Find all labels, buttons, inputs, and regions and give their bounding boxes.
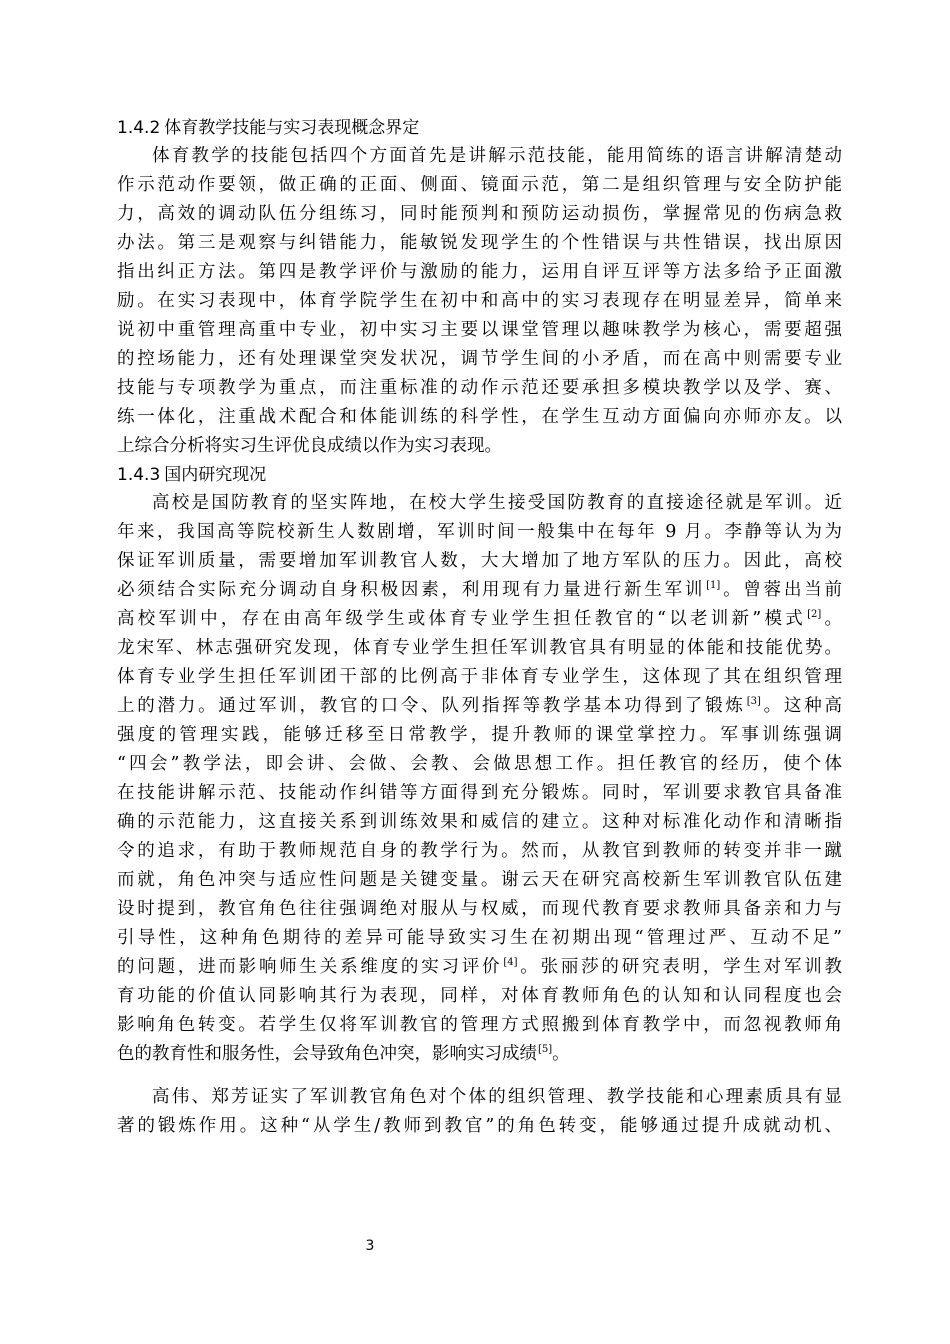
text-line bbox=[117, 576, 842, 605]
text-line: 练一体化，注重战术配合和体能训练的科学性，在学生互动方面偏向亦师亦友。以 bbox=[117, 407, 842, 427]
section-title: 体育教学技能与实习表现概念界定 bbox=[164, 118, 420, 138]
text-line: 引导性，这种角色期待的差异可能导致实习生在初期出现“管理过严、互动不足” bbox=[117, 928, 842, 948]
citation-ref-2[interactable]: [2] bbox=[807, 609, 822, 620]
text-line: 在技能讲解示范、技能动作纠错等方面得到充分锻炼。同时，军训要求教官具备准 bbox=[117, 783, 842, 803]
text-line: 设时提到，教官角色往往强调绝对服从与权威，而现代教育要求教师具备亲和力与 bbox=[117, 899, 842, 919]
text-line: 技能与专项教学为重点，而注重标准的动作示范还要承担多模块教学以及学、赛、 bbox=[117, 378, 842, 398]
paragraph bbox=[117, 1083, 842, 1141]
text-line: 确的示范能力，这直接关系到训练效果和威信的建立。这种对标准化动作和清晰指 bbox=[117, 812, 842, 832]
text-line: 影响角色转变。若学生仅将军训教官的管理方式照搬到体育教学中，而忽视教师角 bbox=[117, 1015, 842, 1035]
text-line: 龙宋军、林志强研究发现，体育专业学生担任军训教官具有明显的体能和技能优势。 bbox=[117, 638, 842, 658]
text-segment: 。张丽莎的研究表明，学生对军训教 bbox=[517, 957, 843, 977]
text-line: 高伟、郑芳证实了军训教官角色对个体的组织管理、教学技能和心理素质具有显 bbox=[152, 1087, 842, 1107]
text-line: 作示范动作要领，做正确的正面、侧面、镜面示范，第二是组织管理与安全防护能 bbox=[117, 175, 842, 195]
citation-ref-1[interactable]: [1] bbox=[706, 580, 721, 591]
text-segment: 必须结合实际充分调动自身积极因素，利用现有力量进行新生军训 bbox=[117, 580, 706, 600]
section-title: 国内研究现况 bbox=[164, 465, 267, 485]
section-number: 1.4.3 bbox=[117, 465, 161, 485]
section-heading-1-4-3 bbox=[117, 461, 842, 489]
text-segment: 。这种高 bbox=[760, 696, 842, 716]
text-line: 体育教学的技能包括四个方面首先是讲解示范技能，能用简练的语言讲解清楚动 bbox=[152, 146, 842, 166]
text-line: 年来，我国高等院校新生人数剧增，军训时间一般集中在每年 9 月。李静等认为为 bbox=[117, 522, 842, 542]
section-number: 1.4.2 bbox=[117, 118, 161, 138]
text-segment: 的问题，进而影响师生关系维度的实习评价 bbox=[117, 957, 503, 977]
text-line: 强度的管理实践，能够迁移至日常教学，提升教师的课堂掌控力。军事训练强调 bbox=[117, 725, 842, 745]
section-heading-1-4-2 bbox=[117, 114, 842, 142]
text-line: 指出纠正方法。第四是教学评价与激励的能力，运用自评互评等方法多给予正面激 bbox=[117, 262, 842, 282]
text-line bbox=[117, 1040, 842, 1069]
citation-ref-5[interactable]: [5] bbox=[538, 1044, 553, 1055]
text-line: 高校是国防教育的坚实阵地，在校大学生接受国防教育的直接途径就是军训。近 bbox=[152, 493, 842, 513]
text-line: 上综合分析将实习生评优良成绩以作为实习表现。 bbox=[117, 436, 502, 456]
text-line: 育功能的价值认同影响其行为表现，同样，对体育教师角色的认知和认同程度也会 bbox=[117, 986, 842, 1006]
text-segment: 。 bbox=[821, 609, 843, 629]
paragraph-spacing bbox=[117, 1069, 842, 1083]
text-segment: 高校军训中，存在由高年级学生或体育专业学生担任教官的“以老训新”模式 bbox=[117, 609, 807, 629]
citation-ref-4[interactable]: [4] bbox=[503, 957, 518, 968]
text-line bbox=[117, 692, 842, 721]
text-line: 令的追求，有助于教师规范自身的教学行为。然而，从教官到教师的转变并非一蹴 bbox=[117, 841, 842, 861]
text-segment: 。曾蓉出当前 bbox=[720, 580, 843, 600]
text-line: 著的锻炼作用。这种“从学生/教师到教官”的角色转变，能够通过提升成就动机、 bbox=[117, 1116, 842, 1136]
paragraph bbox=[117, 489, 842, 1069]
citation-ref-3[interactable]: [3] bbox=[746, 696, 761, 707]
text-segment: 色的教育性和服务性，会导致角色冲突，影响实习成绩 bbox=[117, 1044, 537, 1064]
text-line: 励。在实习表现中，体育学院学生在初中和高中的实习表现存在明显差异，简单来 bbox=[117, 291, 842, 311]
text-line bbox=[117, 605, 842, 634]
page-number: 3 bbox=[365, 1238, 375, 1254]
text-segment: 。 bbox=[552, 1044, 570, 1064]
text-line: 说初中重管理高重中专业，初中实习主要以课堂管理以趣味教学为核心，需要超强 bbox=[117, 320, 842, 340]
text-segment: 上的潜力。通过军训，教官的口令、队列指挥等教学基本功得到了锻炼 bbox=[117, 696, 746, 716]
text-line: 保证军训质量，需要增加军训教官人数，大大增加了地方军队的压力。因此，高校 bbox=[117, 551, 842, 571]
text-line: 体育专业学生担任军训团干部的比例高于非体育专业学生，这体现了其在组织管理 bbox=[117, 667, 842, 687]
text-line bbox=[117, 953, 842, 982]
page-body bbox=[117, 114, 842, 1141]
paragraph bbox=[117, 142, 842, 461]
text-line: 力，高效的调动队伍分组练习，同时能预判和预防运动损伤，掌握常见的伤病急救 bbox=[117, 204, 842, 224]
text-line: 办法。第三是观察与纠错能力，能敏锐发现学生的个性错误与共性错误，找出原因 bbox=[117, 233, 842, 253]
text-line: “四会”教学法，即会讲、会做、会教、会做思想工作。担任教官的经历，使个体 bbox=[117, 754, 842, 774]
text-line: 的控场能力，还有处理课堂突发状况，调节学生间的小矛盾，而在高中则需要专业 bbox=[117, 349, 842, 369]
text-line: 而就，角色冲突与适应性问题是关键变量。谢云天在研究高校新生军训教官队伍建 bbox=[117, 870, 842, 890]
